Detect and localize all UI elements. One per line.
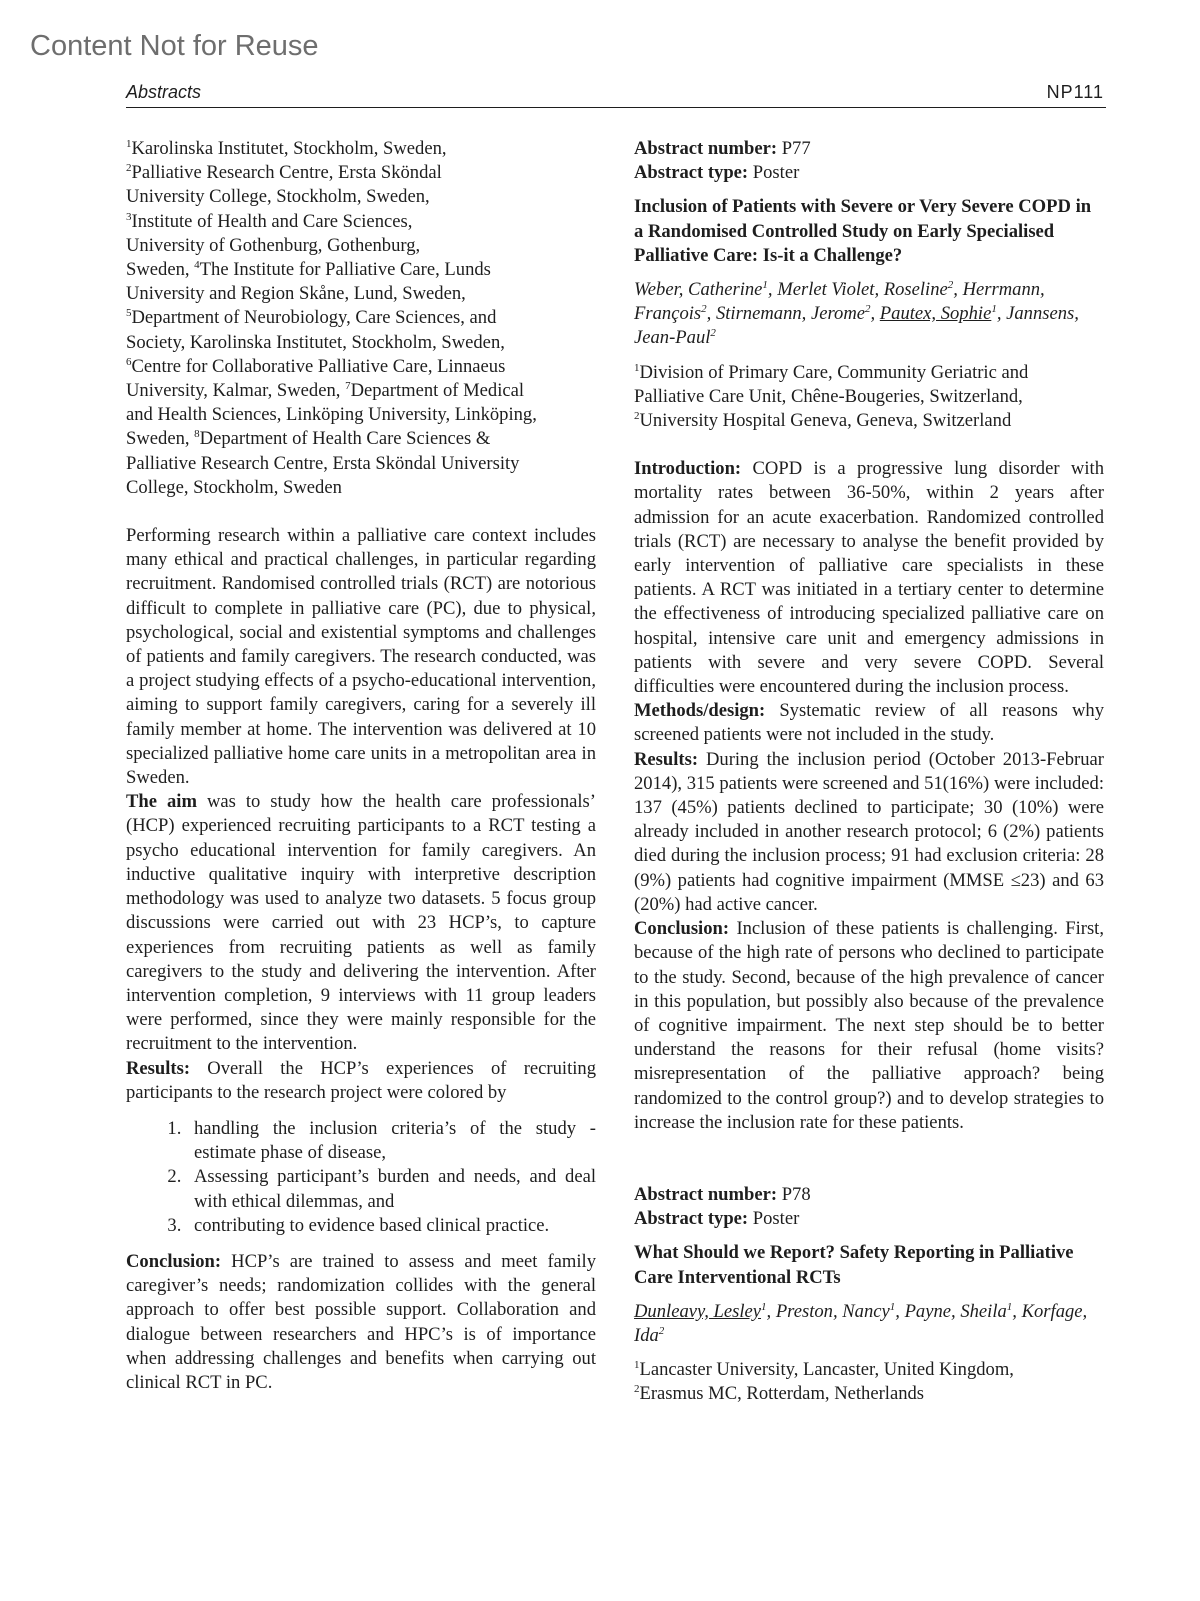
abstract-title: What Should we Report? Safety Reporting in Palliative Care Interventional RCTs <box>634 1242 1074 1288</box>
affiliations-block <box>634 361 1104 434</box>
affiliation-line: University of Gothenburg, Gothenburg, <box>126 234 421 256</box>
author-list: Dunleavy, Lesley$^1$, Preston, Nancy$^1$, Payne, Sheila$^1$, Korfage, Ida$^2$ <box>634 1300 1088 1346</box>
abstract-number: Abstract number: P78 <box>634 1183 811 1205</box>
list-item: 2. Assessing participant’s burden and needs, and deal with ethical dilemmas, and <box>186 1165 596 1213</box>
affiliation-line: $^1$Karolinska Institutet, Stockholm, Sweden, <box>126 137 447 159</box>
affiliation-line: Sweden, $^8$Department of Health Care Sciences & <box>126 428 491 450</box>
page-number: NP111 <box>1046 82 1104 102</box>
results-list <box>126 1117 596 1238</box>
affiliation-line: College, Stockholm, Sweden <box>126 476 342 498</box>
introduction-paragraph: Introduction: COPD is a progressive lung disorder with mortality rates between 36-50%, within 2 years after admission for an acute exacerbation. Randomized controlled trials (RCT) are necessary to analyse the benefit provided by early intervention of palliative care specialists in these patients. A RCT was initiated in a tertiary center to determine the effectiveness of introducing specialized palliative care on hospital, intensive care unit and emergency admissions in patients with severe and very severe COPD. Several difficulties were encountered during the inclusion process. <box>634 458 1104 698</box>
affiliation-line: $^3$Institute of Health and Care Sciences, <box>126 210 413 232</box>
affiliation-line: University College, Stockholm, Sweden, <box>126 186 430 208</box>
abstract-type: Abstract type: Poster <box>634 162 800 184</box>
affiliation-line: $^5$Department of Neurobiology, Care Sciences, and <box>126 307 497 329</box>
affiliations-block <box>634 1358 1104 1406</box>
journal-section: Abstracts <box>126 82 202 102</box>
affiliation-line: $^1$Lancaster University, Lancaster, United Kingdom, <box>634 1358 1014 1381</box>
affiliation-line: Society, Karolinska Institutet, Stockholm, Sweden, <box>126 331 505 353</box>
abstract-p77 <box>634 137 1104 1135</box>
conclusion-paragraph: Conclusion: HCP’s are trained to assess and meet family caregiver’s needs; randomization collides with the general approach to offer best possible support. Collaboration and dialogue between researchers and HPC’s is of importance when addressing challenges and benefits when carrying out clinical RCT in PC. <box>126 1250 596 1393</box>
left-column <box>126 137 596 1395</box>
aim-label: The aim <box>126 791 197 813</box>
affiliation-line: $^2$Erasmus MC, Rotterdam, Netherlands <box>634 1383 925 1405</box>
affiliation-line: $^6$Centre for Collaborative Palliative Care, Linnaeus <box>126 355 506 377</box>
affiliations-block <box>126 137 596 500</box>
results-paragraph: Results: During the inclusion period (October 2013-Februar 2014), 315 patients were screened and 51(16%) were included: 137 (45%) patients declined to participate; 30 (10%) were already included in another research protocol; 6 (2%) patients died during the inclusion process; 91 had exclusion criteria: 28 (9%) patients had cognitive impairment (MMSE ≤23) and 63 (20%) had active cancer. <box>634 748 1104 915</box>
results-paragraph: Results: Overall the HCP’s experiences of recruiting participants to the research project were colored by <box>126 1057 596 1103</box>
right-column <box>634 137 1104 1407</box>
intro-paragraph: Performing research within a palliative care context includes many ethical and practical challenges, in particular regarding recruitment. Randomised controlled trials (RCT) are notorious difficult to complete in palliative care (PC), due to physical, psychological, social and existential symptoms and challenges of patients and family caregivers. The research conducted, was a project studying effects of a psycho-educational intervention, aiming to support family caregivers, caring for a severely ill family member at home. The intervention was delivered at 10 specialized palliative home care units in a metropolitan area in Sweden. <box>126 525 596 789</box>
affiliation-line: $^2$University Hospital Geneva, Geneva, Switzerland <box>634 409 1012 432</box>
affiliation-line: University, Kalmar, Sweden, $^7$Department of Medical <box>126 379 525 402</box>
affiliation-line: $^2$Palliative Research Centre, Ersta Sköndal <box>126 162 442 184</box>
presenting-author: Dunleavy, Lesley <box>634 1300 762 1322</box>
list-item: 1. handling the inclusion criteria’s of the study - estimate phase of disease, <box>186 1117 596 1165</box>
affiliation-line: Sweden, $^4$The Institute for Palliative Care, Lunds <box>126 258 491 281</box>
affiliation-line: University and Region Skåne, Lund, Sweden, <box>126 283 466 305</box>
conclusion-paragraph: Conclusion: Inclusion of these patients is challenging. First, because of the high rate of persons who declined to participate to the study. Second, because of the high prevalence of cancer in this population, but possibly also because of the prevalence of cognitive impairment. The next step should be to better understand the reasons for their refusal (home visits? misrepresentation of the palliative approach? being randomized to the control group?) and to develop strategies to increase the inclusion rate for these patients. <box>634 918 1104 1133</box>
abstract-type: Abstract type: Poster <box>634 1208 800 1230</box>
watermark: Content Not for Reuse <box>30 30 319 62</box>
presenting-author: Pautex, Sophie <box>879 303 992 325</box>
affiliation-line: Palliative Care Unit, Chêne-Bougeries, Switzerland, <box>634 385 1023 407</box>
list-item: 3. contributing to evidence based clinical practice. <box>186 1214 596 1238</box>
abstract-number: Abstract number: P77 <box>634 138 811 159</box>
results-label: Results: <box>126 1057 191 1079</box>
methods-paragraph: Methods/design: Systematic review of all reasons why screened patients were not included in the study. <box>634 700 1104 746</box>
conclusion-label: Conclusion: <box>126 1250 222 1272</box>
aim-paragraph: The aim was to study how the health care professionals’ (HCP) experienced recruiting participants to a RCT testing a psycho educational intervention for family caregivers. An inductive qualitative inquiry with interpretive description methodology was used to analyze two datasets. 5 focus group discussions were carried out with 23 HCP’s, to capture experiences from recruiting patients as well as family caregivers to the study and delivering the intervention. After intervention completion, 9 interviews with 11 group leaders were performed, since they were mainly responsible for the recruitment to the intervention. <box>126 791 596 1055</box>
affiliation-line: and Health Sciences, Linköping University, Linköping, <box>126 404 537 426</box>
abstract-p78 <box>634 1183 1104 1407</box>
running-head <box>126 80 1106 108</box>
affiliation-line: $^1$Division of Primary Care, Community Geriatric and <box>634 361 1029 383</box>
abstract-title: Inclusion of Patients with Severe or Very Severe COPD in a Randomised Controlled Study on Early Specialised Palliative Care: Is-it a Challenge? <box>634 196 1092 266</box>
author-list: Weber, Catherine$^1$, Merlet Violet, Roseline$^2$, Herrmann, François$^2$, Stirnemann, Jerome$^2$, Pautex, Sophie$^1$, Jannsens, Jean-Paul$^2$ <box>634 278 1079 349</box>
affiliation-line: Palliative Research Centre, Ersta Sköndal University <box>126 452 520 474</box>
